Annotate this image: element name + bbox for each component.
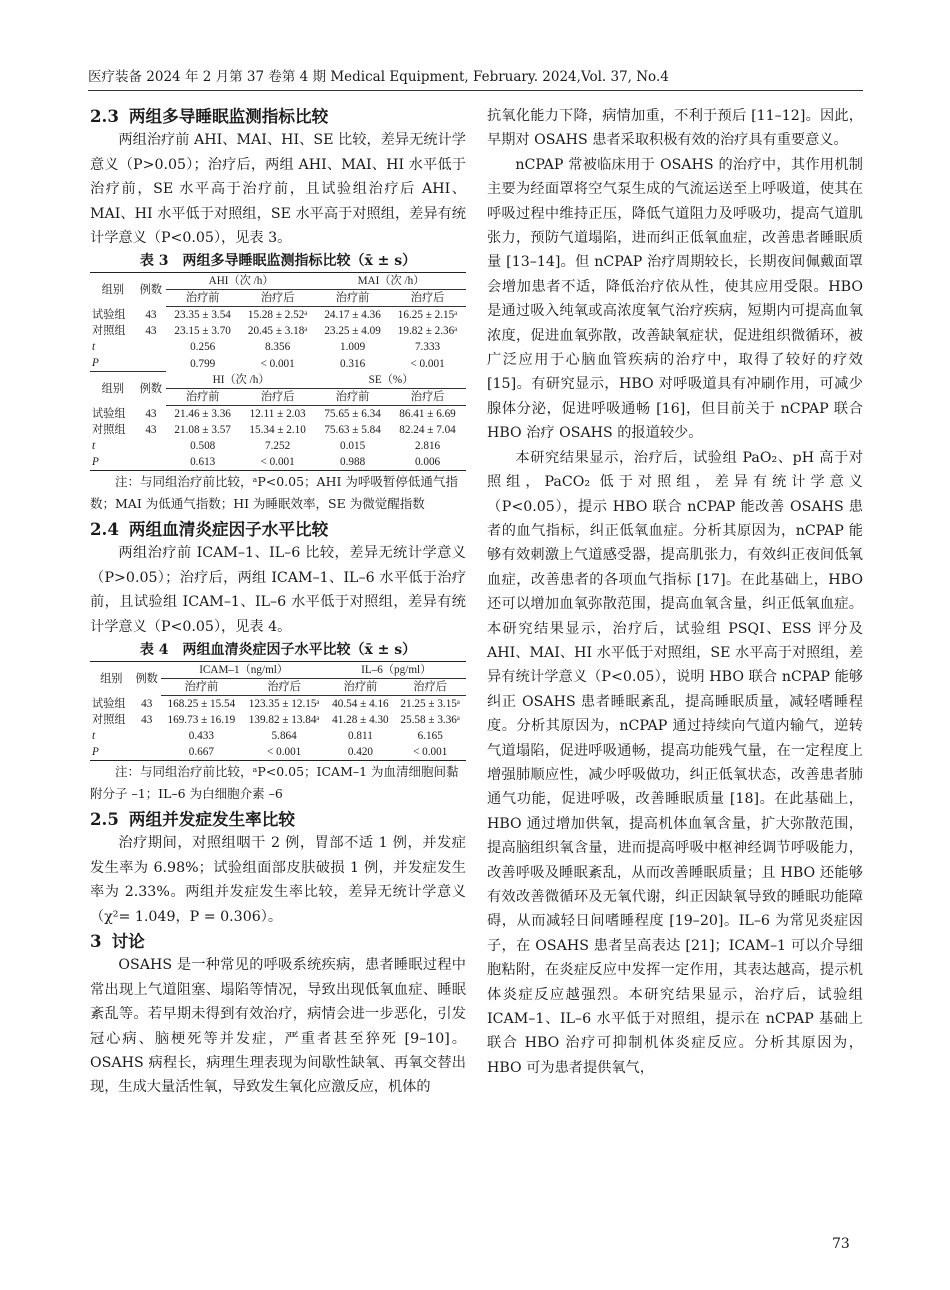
table-row: t 0.508 7.252 0.015 2.816 xyxy=(92,439,441,452)
table-row: P 0.799 < 0.001 0.316 < 0.001 xyxy=(92,357,445,370)
table-row: 对照组 43 169.73 ± 16.19 139.82 ± 13.84ᵃ 41.28 ± 4.30 25.58 ± 3.36ᵃ xyxy=(92,713,460,726)
table-3-note: 注：与同组治疗前比较，ᵃP<0.05；AHI 为呼吸暂停低通气指数；MAI 为低通气指数；HI 为睡眠效率，SE 为微觉醒指数 xyxy=(90,473,458,511)
section-2-5-paragraph: 治疗期间，对照组咽干 2 例，胃部不适 1 例，并发症发生率为 6.98%；试验组面部皮肤破损 1 例，并发症发生率为 2.33%。两组并发症发生率比较，差异无统计学意义（χ²= 1.049，P = 0.306）。 xyxy=(90,835,466,925)
section-3-paragraph: OSAHS 是一种常见的呼吸系统疾病，患者睡眠过程中常出现上气道阻塞、塌陷等情况，导致出现低氧血症、睡眠紊乱等。若早期未得到有效治疗，病情会进一步恶化，引发冠心病、脑梗死等并发症，严重者甚至猝死 [9–10]。OSAHS 病程长，病理生理表现为间歇性缺氧、再氧交替出现，生成大量活性氧，导致发生氧化应激反应，机体的 xyxy=(90,957,466,1096)
running-head: 医疗装备 2024 年 2 月第 37 卷第 4 期 Medical Equipment, February. 2024,Vol. 37, No.4 xyxy=(88,69,669,85)
table-3: 组别 例数 AHI（次 /h） MAI（次 /h） 治疗前 治疗后 治疗前 治疗后 试验组 43 23.35 ± 3.54 15.28 ± 2.52ᵃ 24.17 ± 4.36 16.25 ± 2.15ᵃ 对照组 43 23.15 ± 3.70 20.45 ± 3.18ᵃ 23.25 ± 4.09 19.82 ± 2.36ᵃ t 0.256 8.356 1.009 7.333 P 0.799 < 0.001 0.316 < 0.001 组别 例数 HI（次 /h） SE（%） 治疗前 治疗后 治疗前 治疗后 试验组 43 21.46 ± 3.36 12.11 ± 2.03 75.65 ± 6.34 86.41 ± 6.69 对照组 43 21.08 ± 3.57 15.34 ± 2.10 75.63 ± 5.84 82.24 ± 7.04 t 0.508 7.252 0.015 2.816 P 0.613 < 0.001 0.988 0.006 xyxy=(90,272,466,471)
col-header-ahi: AHI（次 /h） xyxy=(166,273,316,290)
section-2-3-paragraph: 两组治疗前 AHI、MAI、HI、SE 比较，差异无统计学意义（P>0.05）；治疗后，两组 AHI、MAI、HI 水平低于治疗前，SE 水平高于治疗前，且试验组治疗后 AHI、MAI、HI 水平低于对照组，SE 水平高于对照组，差异有统计学意义（P<0.05），见表 3。 xyxy=(90,132,466,247)
section-2-4-heading: 2.4 两组血清炎症因子水平比较 xyxy=(90,518,329,539)
table-row: 试验组 43 21.46 ± 3.36 12.11 ± 2.03 75.65 ± 6.34 86.41 ± 6.69 xyxy=(92,407,456,420)
table-row: t 0.256 8.356 1.009 7.333 xyxy=(92,341,441,354)
table-row: P 0.613 < 0.001 0.988 0.006 xyxy=(92,455,441,468)
table-row: 对照组 43 23.15 ± 3.70 20.45 ± 3.18ᵃ 23.25 ± 4.09 19.82 ± 2.36ᵃ xyxy=(92,325,458,338)
section-2-5-heading: 2.5 两组并发症发生率比较 xyxy=(90,808,296,829)
col-header-group: 组别 xyxy=(101,284,125,297)
section-3-heading: 3 讨论 xyxy=(90,931,145,951)
col-header-icam1: ICAM–1（ng/ml） xyxy=(161,661,327,678)
col-header-n: 例数 xyxy=(139,284,163,297)
header-divider xyxy=(88,90,863,91)
table-row: 对照组 43 21.08 ± 3.57 15.34 ± 2.10 75.63 ± 5.84 82.24 ± 7.04 xyxy=(92,423,456,436)
col-header-se: SE（%） xyxy=(316,372,466,389)
table-4-caption: 表 4 两组血清炎症因子水平比较（x̄ ± s） xyxy=(139,641,417,658)
table-4-note: 注：与同组治疗前比较，ᵃP<0.05；ICAM–1 为血清细胞间黏附分子 –1；IL–6 为白细胞介素 –6 xyxy=(90,763,459,801)
section-2-4-paragraph: 两组治疗前 ICAM–1、IL–6 比较，差异无统计学意义（P>0.05）；治疗后，两组 ICAM–1、IL–6 水平低于治疗前，且试验组 ICAM–1、IL–6 水平低于对照组，差异有统计学意义（P<0.05），见表 4。 xyxy=(90,545,466,635)
table-3-caption: 表 3 两组多导睡眠监测指标比较（x̄ ± s） xyxy=(139,253,417,270)
col-header-mai: MAI（次 /h） xyxy=(316,273,466,290)
col-header-il6: IL–6（pg/ml） xyxy=(326,661,466,678)
discussion-paragraph-results: 本研究结果显示，治疗后，试验组 PaO₂、pH 高于对照组，PaCO₂ 低于对照组，差异有统计学意义（P<0.05），提示 HBO 联合 nCPAP 能改善 OSAHS 患者的血气指标，纠正低氧血症。分析其原因为，nCPAP 能够有效刺激上气道感受器，提高肌张力，有效纠正夜间低氧血症，改善患者的各项血气指标 [17]。在此基础上，HBO 还可以增加血氧弥散范围，提高血氧含量，纠正低氧血症。本研究结果显示，治疗后，试验组 PSQI、ESS 评分及 AHI、MAI、HI 水平低于对照组，SE 水平高于对照组，差异有统计学意义（P<0.05），说明 HBO 联合 nCPAP 能够纠正 OSAHS 患者睡眠紊乱，提高睡眠质量，减轻嗜睡程度。分析其原因为，nCPAP 通过持续向气道内输气，逆转气道塌陷，促进呼吸通畅，提高功能残气量，在一定程度上增强肺顺应性，减少呼吸做功，纠正低氧状态，改善患者肺通气功能，促进呼吸，改善睡眠质量 [18]。在此基础上，HBO 通过增加供氧，提高机体血氧含量，扩大弥散范围，提高脑组织氧含量，进而提高呼吸中枢神经调节呼吸能力，改善呼吸及睡眠紊乱，从而改善睡眠质量；且 HBO 还能够有效改善微循环及无氧代谢，纠正因缺氧导致的睡眠功能障碍，从而减轻日间嗜睡程度 [19–20]。IL–6 为常见炎症因子，在 OSAHS 患者呈高表达 [21]；ICAM–1 可以介导细胞粘附，在炎症反应中发挥一定作用，其表达越高，提示机体炎症反应越强烈。本研究结果显示，治疗后，试验组 ICAM–1、IL–6 水平低于对照组，提示在 nCPAP 基础上联合 HBO 治疗可抑制机体炎症反应。分析其原因为，HBO 可为患者提供氧气， xyxy=(487,449,863,1076)
section-2-3-heading: 2.3 两组多导睡眠监测指标比较 xyxy=(90,106,329,126)
left-column xyxy=(90,104,466,1100)
page-number: 73 xyxy=(832,1236,850,1252)
right-column xyxy=(487,104,863,1080)
table-row: 试验组 43 168.25 ± 15.54 123.35 ± 12.15ᵃ 40.54 ± 4.16 21.25 ± 3.15ᵃ xyxy=(92,697,460,710)
discussion-paragraph-ncpap: nCPAP 常被临床用于 OSAHS 的治疗中，其作用机制主要为经面罩将空气泵生成的气流运送至上呼吸道，使其在呼吸过程中维持正压，降低气道阻力及呼吸功，提高气道肌张力，预防气道塌陷，进而纠正低氧血症，改善患者睡眠质量 [13–14]。但 nCPAP 治疗周期较长，长期夜间佩戴面罩会增加患者不适，降低治疗依从性，使其应用受限。HBO 是通过吸入纯氧或高浓度氧气治疗疾病，短期内可提高血氧浓度，促进血氧弥散，改善缺氧症状，促进组织微循环，被广泛应用于心脑血管疾病的治疗中，取得了较好的疗效 [15]。有研究显示，HBO 对呼吸道具有冲刷作用，可减少腺体分泌，促进呼吸通畅 [16]，但目前关于 nCPAP 联合 HBO 治疗 OSAHS 的报道较少。 xyxy=(487,156,863,442)
table-row: 试验组 43 23.35 ± 3.54 15.28 ± 2.52ᵃ 24.17 ± 4.36 16.25 ± 2.15ᵃ xyxy=(92,309,458,322)
table-row: P 0.667 < 0.001 0.420 < 0.001 xyxy=(92,745,448,758)
col-header-hi: HI（次 /h） xyxy=(166,372,316,389)
discussion-paragraph-continued: 抗氧化能力下降，病情加重，不利于预后 [11–12]。因此，早期对 OSAHS 患者采取积极有效的治疗具有重要意义。 xyxy=(487,108,863,149)
table-4: 组别 例数 ICAM–1（ng/ml） IL–6（pg/ml） 治疗前 治疗后 治疗前 治疗后 试验组 43 168.25 ± 15.54 123.35 ± 12.15ᵃ 40.54 ± 4.16 21.25 ± 3.15ᵃ 对照组 43 169.73 ± 16.19 139.82 ± 13.84ᵃ 41.28 ± 4.30 25.58 ± 3.36ᵃ t 0.433 5.864 0.811 6.165 P 0.667 < 0.001 0.420 < 0.001 xyxy=(90,661,466,761)
table-row: t 0.433 5.864 0.811 6.165 xyxy=(92,729,443,742)
